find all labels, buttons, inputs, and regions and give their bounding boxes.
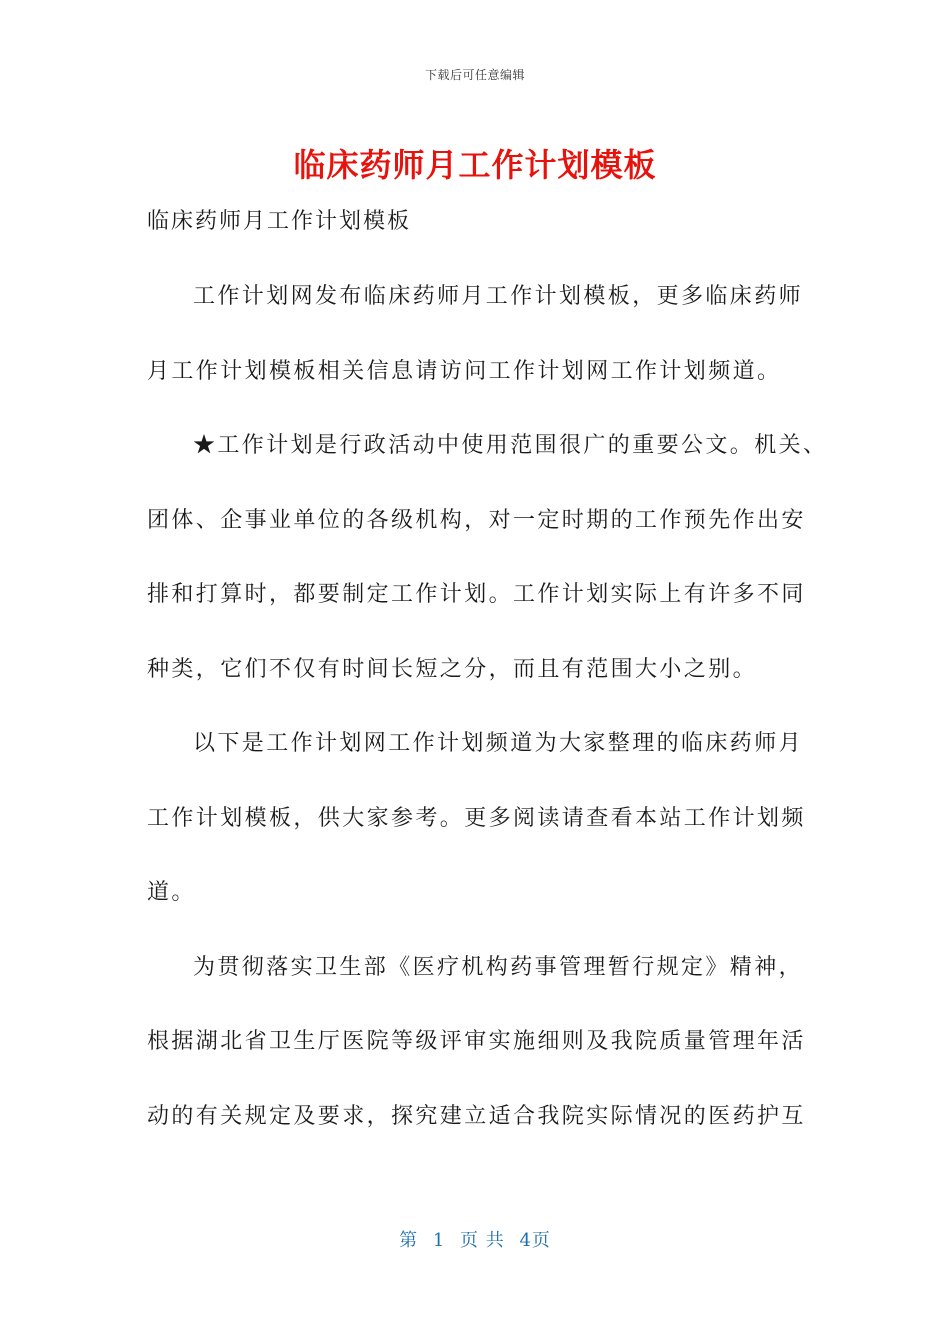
page-footer (0, 1226, 950, 1252)
body-line: 种类，它们不仅有时间长短之分，而且有范围大小之别。 (147, 656, 758, 682)
body-line: 工作计划模板，供大家参考。更多阅读请查看本站工作计划频 (147, 805, 806, 831)
footer-prefix: 第 (399, 1230, 419, 1251)
body-line: ★工作计划是行政活动中使用范围很广的重要公文。机关、 (193, 433, 828, 458)
footer-current-page: 1 (432, 1230, 446, 1251)
body-line: 排和打算时，都要制定工作计划。工作计划实际上有许多不同 (147, 582, 806, 607)
document-body (147, 260, 828, 1154)
body-line: 根据湖北省卫生厅医院等级评审实施细则及我院质量管理年活 (147, 1029, 806, 1054)
footer-mid: 页 共 (460, 1230, 505, 1251)
body-line: 动的有关规定及要求，探究建立适合我院实际情况的医药护互 (147, 1103, 806, 1129)
body-line: 工作计划网发布临床药师月工作计划模板，更多临床药师 (193, 284, 804, 309)
body-line: 月工作计划模板相关信息请访问工作计划网工作计划频道。 (147, 358, 782, 384)
body-line: 道。 (147, 880, 196, 905)
body-line: 团体、企事业单位的各级机构，对一定时期的工作预先作出安 (147, 507, 806, 533)
document-title: 临床药师月工作计划模板 (293, 146, 657, 184)
footer-total-pages: 4页 (519, 1230, 551, 1251)
body-line: 以下是工作计划网工作计划频道为大家整理的临床药师月 (193, 731, 804, 756)
header-note: 下载后可任意编辑 (424, 68, 525, 82)
document-subtitle: 临床药师月工作计划模板 (147, 209, 412, 234)
body-line: 为贯彻落实卫生部《医疗机构药事管理暂行规定》精神， (193, 954, 804, 980)
